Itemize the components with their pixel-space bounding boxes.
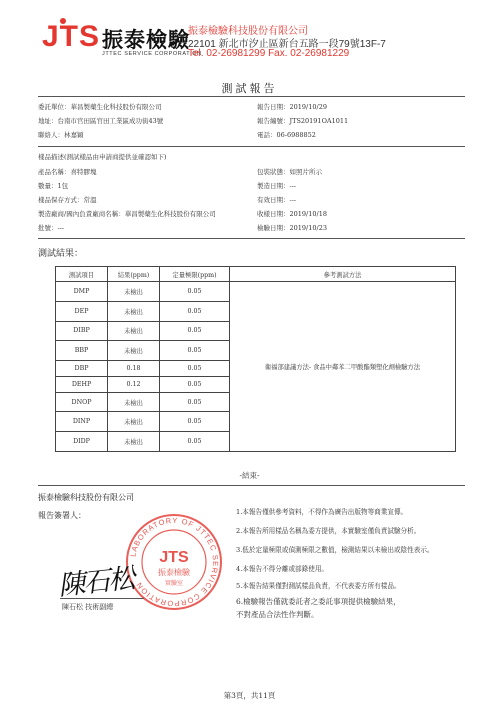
footer-divider (38, 485, 465, 486)
section-divider (38, 146, 465, 147)
stamp-subtitle: 實驗室 (164, 580, 184, 587)
report-number: 報告編號：JTS20191OA1011 (257, 117, 349, 125)
product-name: 產品名稱：喜特膠塊 (38, 168, 97, 176)
column-header-method: 參考測試方法 (230, 267, 456, 282)
test-item: DEP (56, 301, 108, 321)
manufacture-date: 製造日期：--- (257, 182, 297, 190)
test-item: DINP (56, 412, 108, 432)
test-result: 未檢出 (108, 392, 160, 412)
test-item: BBP (56, 341, 108, 361)
phone: 電話：06-6988852 (257, 131, 316, 139)
batch-number: 批號：--- (38, 224, 65, 232)
sample-description: 樣品描述(測試樣品由申請商提供並確認如下) (38, 153, 167, 161)
results-table (55, 266, 456, 452)
test-date: 檢驗日期：2019/10/23 (257, 224, 327, 232)
note-item: 2.本報告所用樣品名稱為委方提供，本實驗室僅負責試驗分析。 (236, 527, 421, 535)
test-result: 未檢出 (108, 321, 160, 341)
test-result: 未檢出 (108, 341, 160, 361)
footer-company: 振泰檢驗科技股份有限公司 (38, 493, 134, 502)
test-item: DNOP (56, 392, 108, 412)
end-mark: -結束- (239, 471, 260, 480)
column-header-loq: 定量極限(ppm) (160, 267, 230, 282)
table-row (56, 282, 456, 302)
header-tel-fax: Tel. 02-26981299 Fax. 02-26981229 (188, 48, 350, 59)
laboratory-stamp (124, 512, 224, 612)
test-item: DIDP (56, 432, 108, 452)
test-result: 0.12 (108, 376, 160, 392)
stamp-logo: JTS (159, 549, 189, 566)
test-item: DEHP (56, 376, 108, 392)
quantitation-limit: 0.05 (160, 432, 230, 452)
header-address: 22101 新北市汐止區新台五路一段79號13F-7 (188, 39, 386, 50)
quantitation-limit: 0.05 (160, 376, 230, 392)
test-result: 未檢出 (108, 301, 160, 321)
company-logo: JTS (42, 20, 101, 53)
quantitation-limit: 0.05 (160, 361, 230, 377)
test-item: DMP (56, 282, 108, 302)
column-header-result: 結果(ppm) (108, 267, 160, 282)
handwritten-signature: 陳石松 (56, 563, 135, 602)
quantitation-limit: 0.05 (160, 321, 230, 341)
test-result: 未檢出 (108, 282, 160, 302)
report-date: 報告日期：2019/10/29 (257, 103, 327, 111)
test-result: 未檢出 (108, 432, 160, 452)
logo-english-name: JTTEC SERVICE CORPORATION (102, 51, 202, 57)
commissioner: 委託單位：華昌製藥生化科技股份有限公司 (38, 103, 162, 111)
signature-caption: 陳石松 技術副總 (62, 603, 114, 611)
note-item: 3.低於定量極限或偵測極限之數值，檢測結果以未檢出或陰性表示。 (236, 546, 434, 554)
signer-label: 報告簽署人： (38, 511, 86, 520)
quantitation-limit: 0.05 (160, 341, 230, 361)
report-title: 測試報告 (221, 82, 278, 95)
note-item: 4.本報告不得分離或部錄使用。 (236, 565, 329, 573)
contact-person: 聯絡人：林嘉穎 (38, 131, 84, 139)
header-company-name: 振泰檢驗科技股份有限公司 (188, 26, 308, 37)
note-item: 不對產品合法性作判斷。 (236, 610, 319, 619)
test-result: 未檢出 (108, 412, 160, 432)
sample-quantity: 數量：1包 (38, 182, 69, 190)
table-header-row (56, 267, 456, 282)
logo-chinese-name: 振泰檢驗 (102, 28, 190, 52)
test-item: DBP (56, 361, 108, 377)
stamp-name: 振泰檢驗 (158, 568, 190, 577)
packaging-status: 包裝狀態：如照片所示 (257, 168, 322, 176)
stamp-ring-text: LABORATORY OF JTTEC SERVICE CORPORATION (128, 515, 221, 609)
title-divider (38, 96, 465, 97)
quantitation-limit: 0.05 (160, 282, 230, 302)
note-item: 6.檢驗報告僅就委託者之委託事項提供檢驗結果， (236, 597, 401, 606)
column-header-item: 測試項目 (56, 267, 108, 282)
manufacturer: 製造廠商/國內負責廠商名稱：華昌製藥生化科技股份有限公司 (38, 210, 216, 218)
client-address: 地址：台南市官田區官田工業區成功街43號 (38, 117, 164, 125)
note-item: 5.本報告結果僅對測試樣品負責，不代表委方所有樣品。 (236, 582, 401, 590)
signature-line (60, 598, 144, 599)
quantitation-limit: 0.05 (160, 301, 230, 321)
note-item: 1.本報告僅供參考資料，不得作為廣告出版物等商業宣傳。 (236, 508, 408, 516)
test-result: 0.18 (108, 361, 160, 377)
storage-method: 樣品保存方式：常溫 (38, 196, 97, 204)
received-date: 收樣日期：2019/10/18 (257, 210, 327, 218)
page-number: 第3頁，共11頁 (223, 691, 276, 700)
quantitation-limit: 0.05 (160, 412, 230, 432)
quantitation-limit: 0.05 (160, 392, 230, 412)
results-heading: 測試結果： (38, 249, 84, 259)
test-item: DIBP (56, 321, 108, 341)
reference-method: 衛福部建議方法- 食品中鄰苯二甲酸酯類塑化劑檢驗方法 (230, 282, 456, 452)
expiry-date: 有效日期：--- (257, 196, 297, 204)
section-divider (38, 238, 465, 239)
